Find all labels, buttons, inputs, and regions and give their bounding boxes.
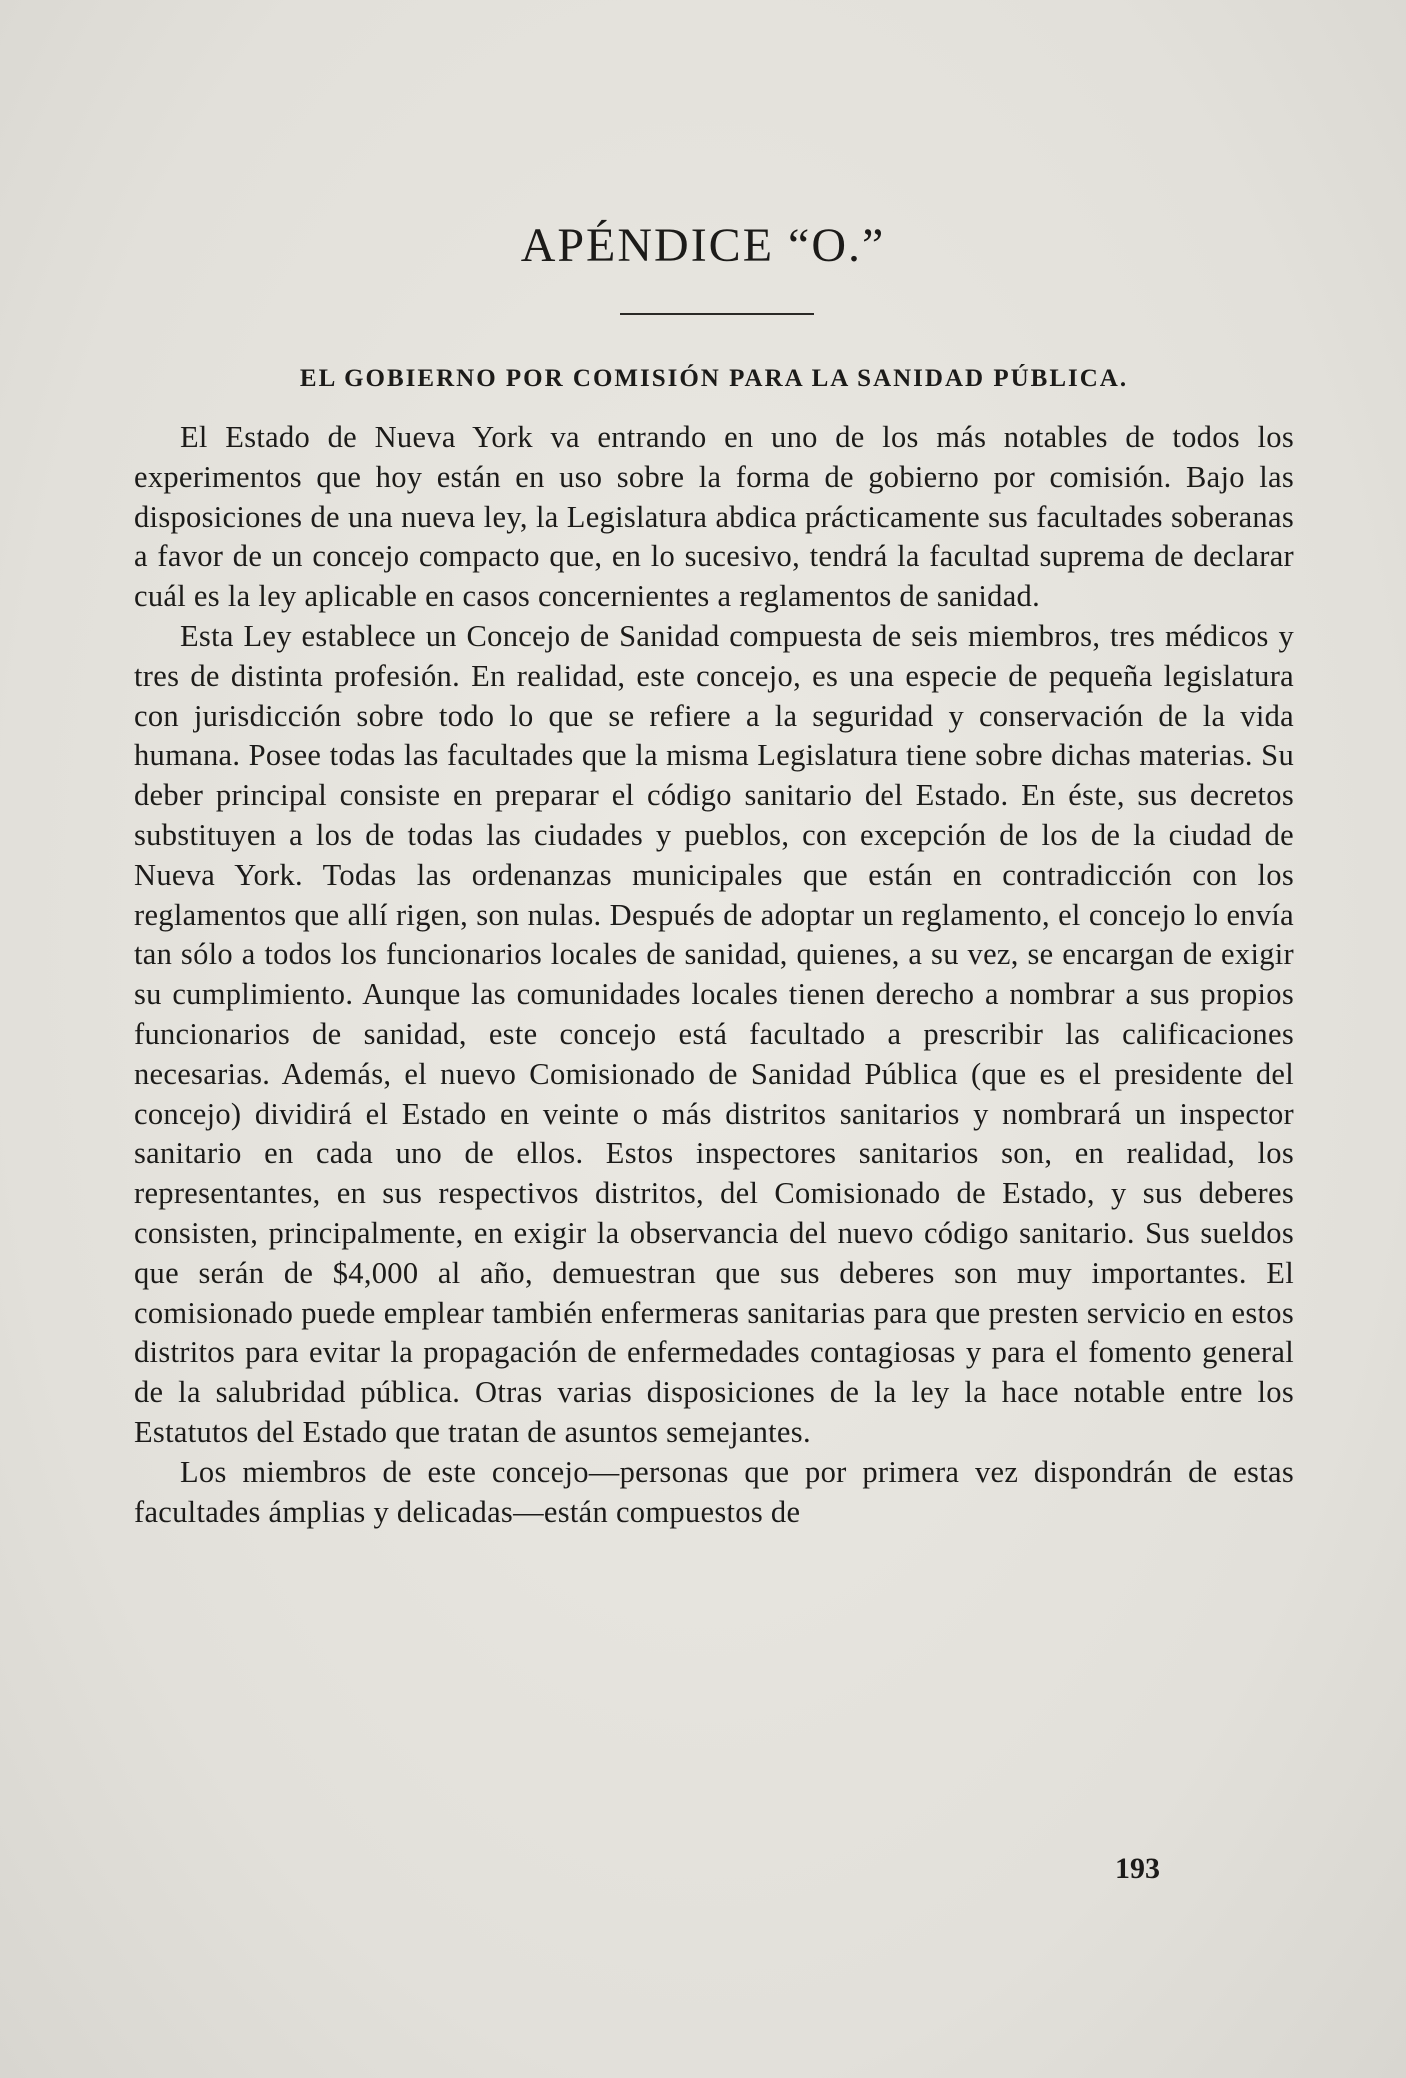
body-text xyxy=(134,418,1294,1532)
paragraph-2: Esta Ley establece un Concejo de Sanidad compuesta de seis miembros, tres médicos y tres de distinta profesión. En realidad, este concejo, es una especie de pequeña legislatura con jurisdicción sobre todo lo que se refiere a la seguridad y conservación de la vida humana. Posee todas las facultades que la misma Legislatura tiene sobre dichas materias. Su deber principal consiste en preparar el código sanitario del Estado. En éste, sus decretos substituyen a los de todas las ciudades y pueblos, con excepción de los de la ciudad de Nueva York. Todas las ordenanzas municipales que están en contradicción con los reglamentos que allí rigen, son nulas. Después de adoptar un reglamento, el concejo lo envía tan sólo a todos los funcionarios locales de sanidad, quienes, a su vez, se encargan de exigir su cumplimiento. Aunque las comunidades locales tienen derecho a nombrar a sus propios funcionarios de sanidad, este concejo está facultado a prescribir las calificaciones necesarias. Además, el nuevo Comisionado de Sanidad Pública (que es el presidente del concejo) dividirá el Estado en veinte o más distritos sanitarios y nombrará un inspector sanitario en cada uno de ellos. Estos inspectores sanitarios son, en realidad, los representantes, en sus respectivos distritos, del Comisionado de Estado, y sus deberes consisten, principalmente, en exigir la observancia del nuevo código sanitario. Sus sueldos que serán de $4,000 al año, demuestran que sus deberes son muy importantes. El comisionado puede emplear también enfermeras sanitarias para que presten servicio en estos distritos para evitar la propagación de enfermedades contagiosas y para el fomento general de la salubridad pública. Otras varias disposiciones de la ley la hace notable entre los Estatutos del Estado que tratan de asuntos semejantes. xyxy=(134,618,1294,1449)
paragraph-1: El Estado de Nueva York va entrando en uno de los más notables de todos los experimentos que hoy están en uso sobre la forma de gobierno por comisión. Bajo las disposiciones de una nueva ley, la Legislatura abdica prácticamente sus facultades soberanas a favor de un concejo compacto que, en lo sucesivo, tendrá la facultad suprema de declarar cuál es la ley aplicable en casos concernientes a reglamentos de sanidad. xyxy=(134,420,1294,614)
heading-divider xyxy=(620,313,814,315)
paragraph-3: Los miembros de este concejo—personas que por primera vez dispondrán de estas facultades ámplias y delicadas—están compuestos de xyxy=(134,1454,1294,1529)
page-number: 193 xyxy=(1115,1852,1160,1885)
appendix-heading: APÉNDICE “O.” xyxy=(520,219,886,272)
section-title: EL GOBIERNO POR COMISIÓN PARA LA SANIDAD PÚBLICA. xyxy=(299,365,1129,392)
